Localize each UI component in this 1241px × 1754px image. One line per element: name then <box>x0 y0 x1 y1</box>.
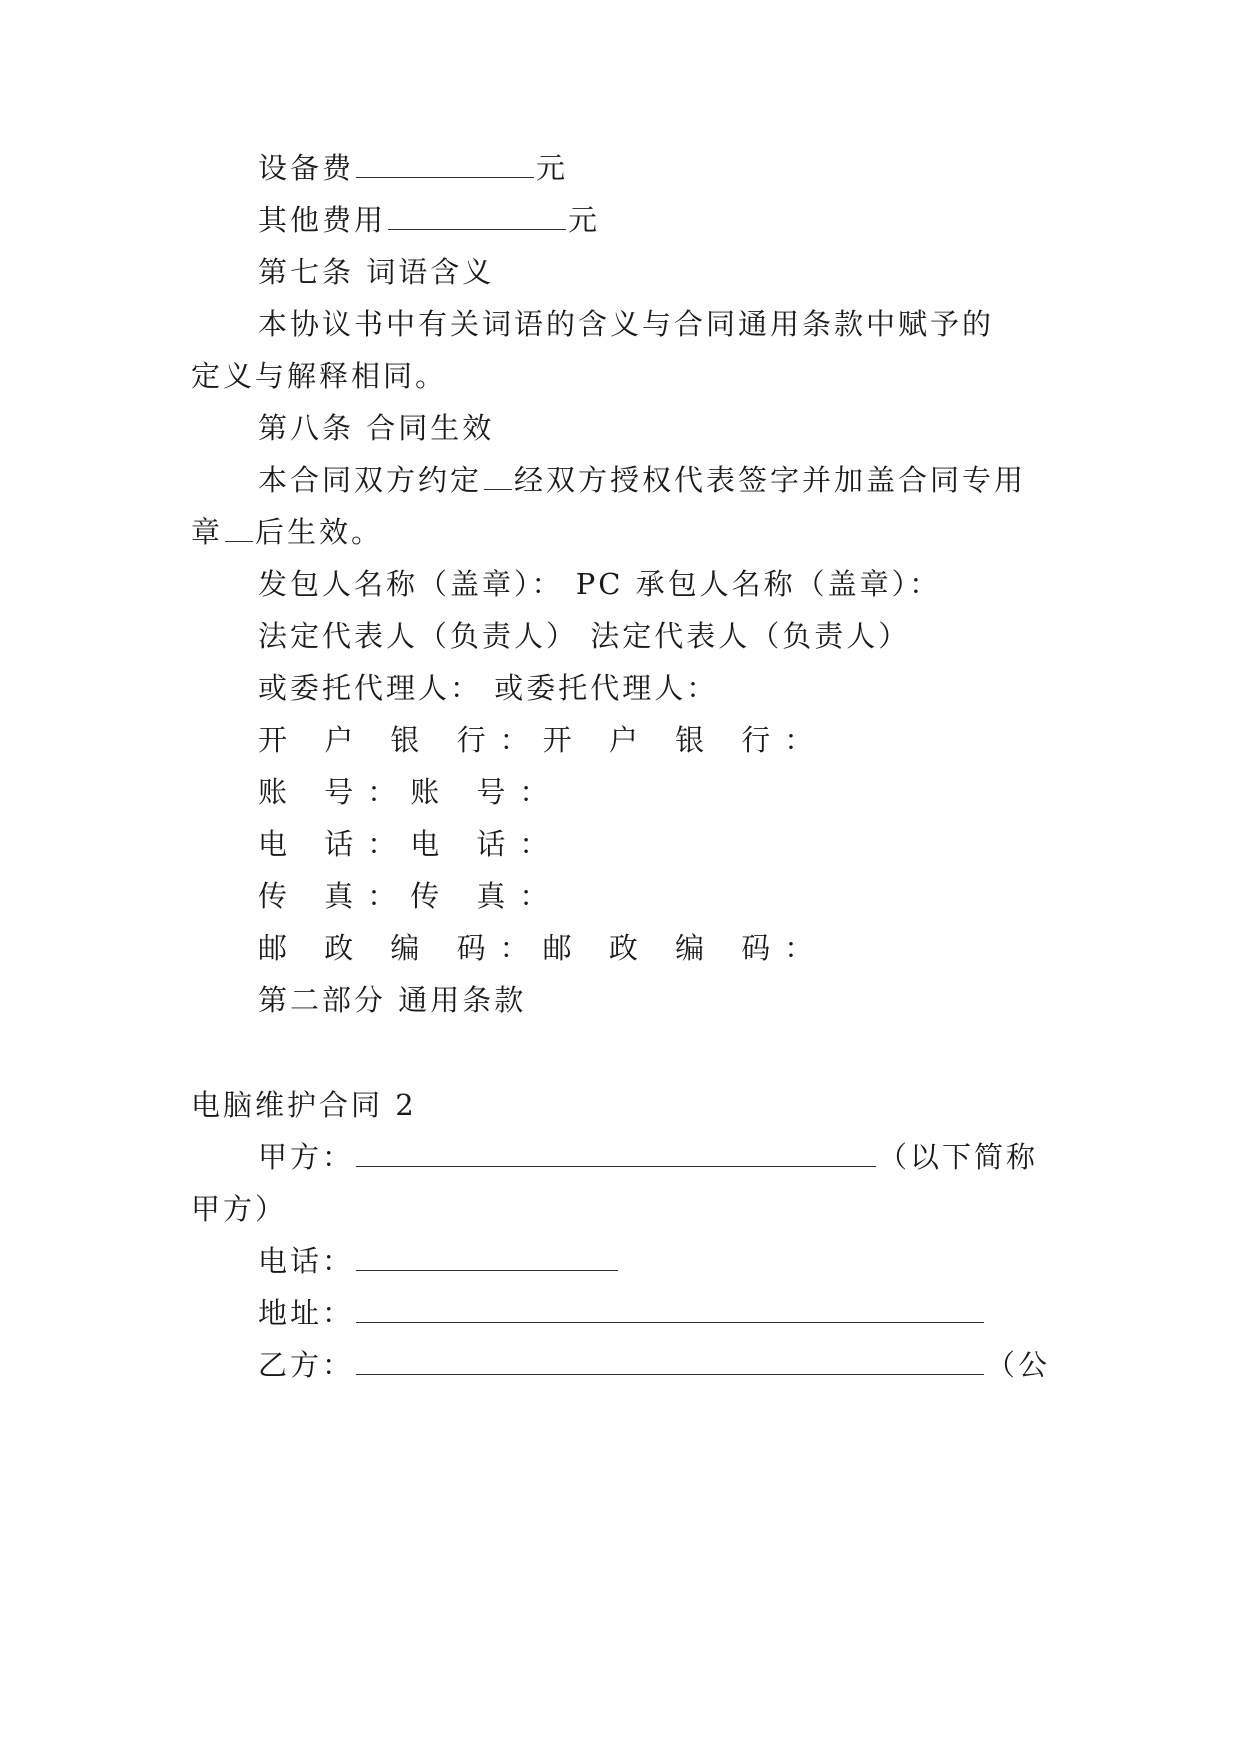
party-a-line <box>258 1137 1038 1177</box>
part2-heading: 第二部分 通用条款 <box>258 983 527 1017</box>
article8-blank-1 <box>484 463 512 490</box>
address-blank <box>356 1296 984 1323</box>
article7-heading: 第七条 词语含义 <box>258 255 495 289</box>
other-fee-unit: 元 <box>568 203 601 237</box>
article8-text-part-a: 本合同双方约定 <box>258 463 483 497</box>
other-fee-label: 其他费用 <box>258 203 387 237</box>
party-a-blank <box>356 1140 876 1167</box>
contract2-title: 电脑维护合同 2 <box>191 1088 417 1122</box>
equipment-fee-label: 设备费 <box>258 151 355 185</box>
equipment-fee-unit: 元 <box>536 151 569 185</box>
phone-line <box>258 1241 620 1281</box>
phone-blank <box>356 1244 618 1271</box>
signature-line-fax: 传 真：传 真： <box>258 879 563 913</box>
article8-heading: 第八条 合同生效 <box>258 411 495 445</box>
party-a-cont: 甲方） <box>191 1192 288 1226</box>
address-line <box>258 1293 986 1333</box>
article7-text-line2: 定义与解释相同。 <box>191 359 448 393</box>
signature-line-agent: 或委托代理人： 或委托代理人： <box>258 671 719 705</box>
article8-text-line2 <box>191 512 383 552</box>
party-b-line <box>258 1345 1050 1385</box>
article7-text-line1: 本协议书中有关词语的含义与合同通用条款中赋予的 <box>258 307 995 341</box>
other-fee-blank <box>388 203 566 230</box>
party-b-label: 乙方： <box>258 1348 355 1382</box>
article8-text-line1 <box>258 460 1026 500</box>
address-label: 地址： <box>258 1296 355 1330</box>
party-b-blank <box>356 1348 984 1375</box>
equipment-fee-line <box>258 148 568 188</box>
party-a-suffix: （以下简称 <box>878 1140 1039 1174</box>
party-a-label: 甲方： <box>258 1140 355 1174</box>
signature-line-account: 账 号：账 号： <box>258 775 563 809</box>
party-b-suffix: （公 <box>986 1348 1051 1382</box>
signature-line-legal-rep: 法定代表人（负责人） 法定代表人（负责人） <box>258 619 911 653</box>
article8-text-part-c: 章 <box>191 515 224 549</box>
article8-text-part-b: 经双方授权代表签字并加盖合同专用 <box>514 463 1027 497</box>
other-fee-line <box>258 200 600 240</box>
article8-text-part-d: 后生效。 <box>255 515 384 549</box>
equipment-fee-blank <box>356 151 534 178</box>
article8-blank-2 <box>225 515 253 542</box>
signature-line-phone: 电 话：电 话： <box>258 827 563 861</box>
phone-label: 电话： <box>258 1244 355 1278</box>
signature-line-bank: 开 户 银 行：开 户 银 行： <box>258 723 828 757</box>
signature-line-employer: 发包人名称（盖章）： PC 承包人名称（盖章）： <box>258 567 942 601</box>
signature-line-postcode: 邮 政 编 码：邮 政 编 码： <box>258 931 828 965</box>
